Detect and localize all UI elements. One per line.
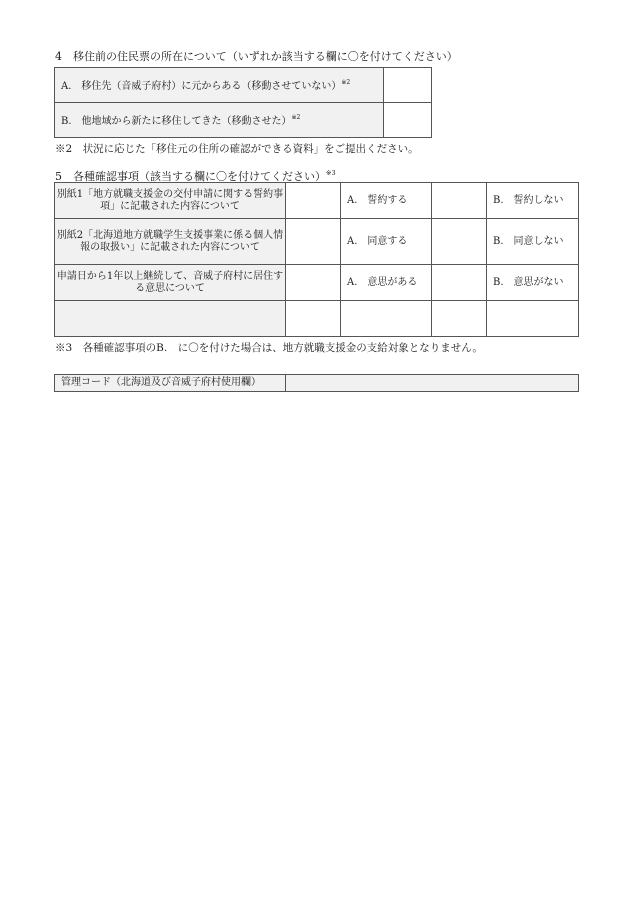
mark-cell-a[interactable] (286, 265, 341, 301)
management-code-label: 管理コード（北海道及び音威子府村使用欄） (55, 375, 286, 392)
mark-cell-b[interactable] (432, 219, 487, 265)
note-mark: ※3 (326, 169, 336, 177)
option-a-label: A. 同意する (341, 219, 432, 265)
section4-option-a (55, 68, 384, 103)
table-row (55, 265, 579, 301)
confirm-item-1: 別紙1「地方就職支援金の交付申請に関する誓約事項」に記載された内容について (55, 183, 286, 219)
option-b-label: B. 誓約しない (487, 183, 579, 219)
mark-cell-b[interactable] (432, 265, 487, 301)
option-a-label (341, 301, 432, 337)
option-b-label: B. 同意しない (487, 219, 579, 265)
option-a-label: A. 意思がある (341, 265, 432, 301)
section4-option-a-mark-cell[interactable] (384, 68, 432, 103)
table-row (55, 183, 579, 219)
section4-option-b-mark-cell[interactable] (384, 103, 432, 138)
table-row (55, 375, 579, 392)
section5-table (54, 182, 579, 337)
section5-heading-text: 5 各種確認事項（該当する欄に〇を付けてください） (55, 170, 326, 183)
section4-option-b (55, 103, 384, 138)
management-code-table (54, 374, 579, 392)
mark-cell-b[interactable] (432, 301, 487, 337)
note-mark: ※2 (291, 114, 301, 121)
note-mark: ※2 (341, 79, 351, 86)
mark-cell-a[interactable] (286, 219, 341, 265)
table-row (55, 68, 432, 103)
table-row (55, 301, 579, 337)
section4-heading: 4 移住前の住民票の所在について（いずれか該当する欄に〇を付けてください） (55, 50, 458, 63)
confirm-item-3: 申請日から1年以上継続して、音威子府村に居住する意思について (55, 265, 286, 301)
section4-option-a-label: A. 移住先（音威子府村）に元からある（移動させていない） (61, 81, 342, 92)
section4-table (54, 67, 432, 138)
confirm-item-2: 別紙2「北海道地方就職学生支援事業に係る個人情報の取扱い」に記載された内容について (55, 219, 286, 265)
section5-note: ※3 各種確認事項のB. に〇を付けた場合は、地方就職支援金の支給対象となりません。 (55, 342, 483, 354)
section4-note: ※2 状況に応じた「移住元の住所の確認ができる資料」をご提出ください。 (55, 143, 419, 155)
table-row (55, 103, 432, 138)
section4-option-b-label: B. 他地域から新たに移住してきた（移動させた） (61, 116, 292, 127)
option-b-label: B. 意思がない (487, 265, 579, 301)
mark-cell-a[interactable] (286, 183, 341, 219)
confirm-item-4 (55, 301, 286, 337)
management-code-field[interactable] (286, 375, 579, 392)
mark-cell-a[interactable] (286, 301, 341, 337)
option-b-label (487, 301, 579, 337)
mark-cell-b[interactable] (432, 183, 487, 219)
option-a-label: A. 誓約する (341, 183, 432, 219)
table-row (55, 219, 579, 265)
